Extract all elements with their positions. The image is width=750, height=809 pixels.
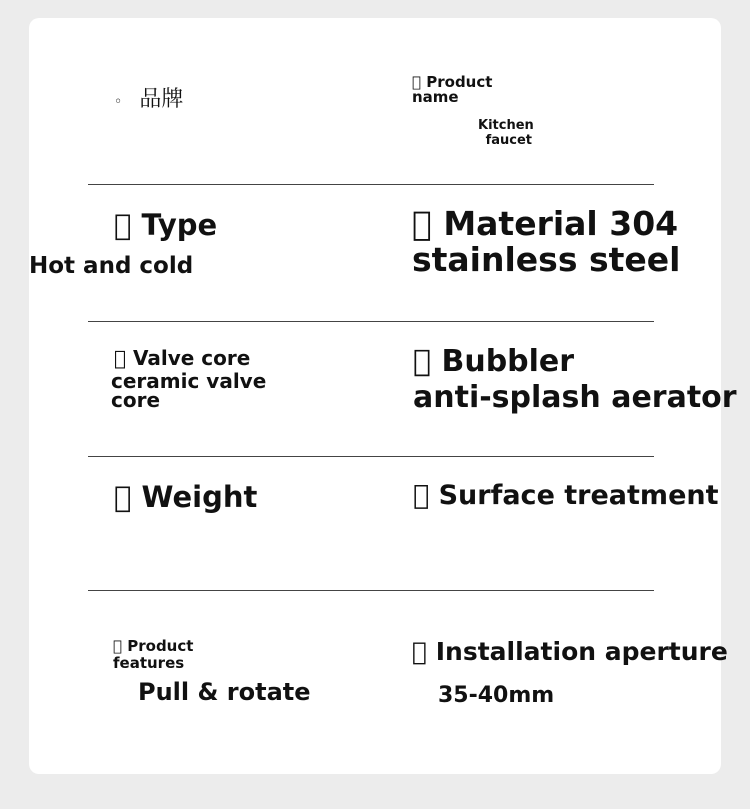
box-icon bbox=[413, 344, 431, 379]
product-name-label: Product name bbox=[412, 73, 479, 106]
product-name-value: Kitchen faucet bbox=[478, 118, 534, 148]
box-icon bbox=[413, 480, 429, 511]
valve-core-value: ceramic valve core bbox=[111, 369, 267, 412]
features-value: Pull & rotate bbox=[138, 678, 311, 706]
type-value: Hot and cold bbox=[29, 253, 194, 279]
weight-label: Weight bbox=[114, 480, 230, 514]
bubbler-label: Bubbler anti-splash aerator bbox=[413, 344, 737, 415]
divider bbox=[88, 184, 654, 185]
bullet-icon: ◦ bbox=[114, 94, 123, 110]
aperture-label: Installation aperture bbox=[412, 637, 705, 666]
box-icon bbox=[114, 208, 131, 242]
box-icon bbox=[114, 480, 131, 514]
divider bbox=[88, 590, 654, 591]
box-icon bbox=[114, 346, 126, 370]
aperture-value: 35-40mm bbox=[438, 683, 555, 708]
features-label: Product features bbox=[113, 637, 185, 672]
brand-cell bbox=[114, 82, 183, 113]
valve-core-label: Valve core bbox=[114, 346, 232, 370]
brand-label: 品牌 bbox=[139, 87, 184, 112]
divider bbox=[88, 321, 654, 322]
surface-treatment-label: Surface treatment bbox=[413, 480, 693, 511]
box-icon bbox=[113, 637, 122, 655]
material-label: Material 304 stainless steel bbox=[412, 204, 681, 279]
box-icon bbox=[412, 204, 432, 243]
divider bbox=[88, 456, 654, 457]
box-icon bbox=[412, 637, 427, 666]
type-label: Type bbox=[114, 208, 190, 242]
